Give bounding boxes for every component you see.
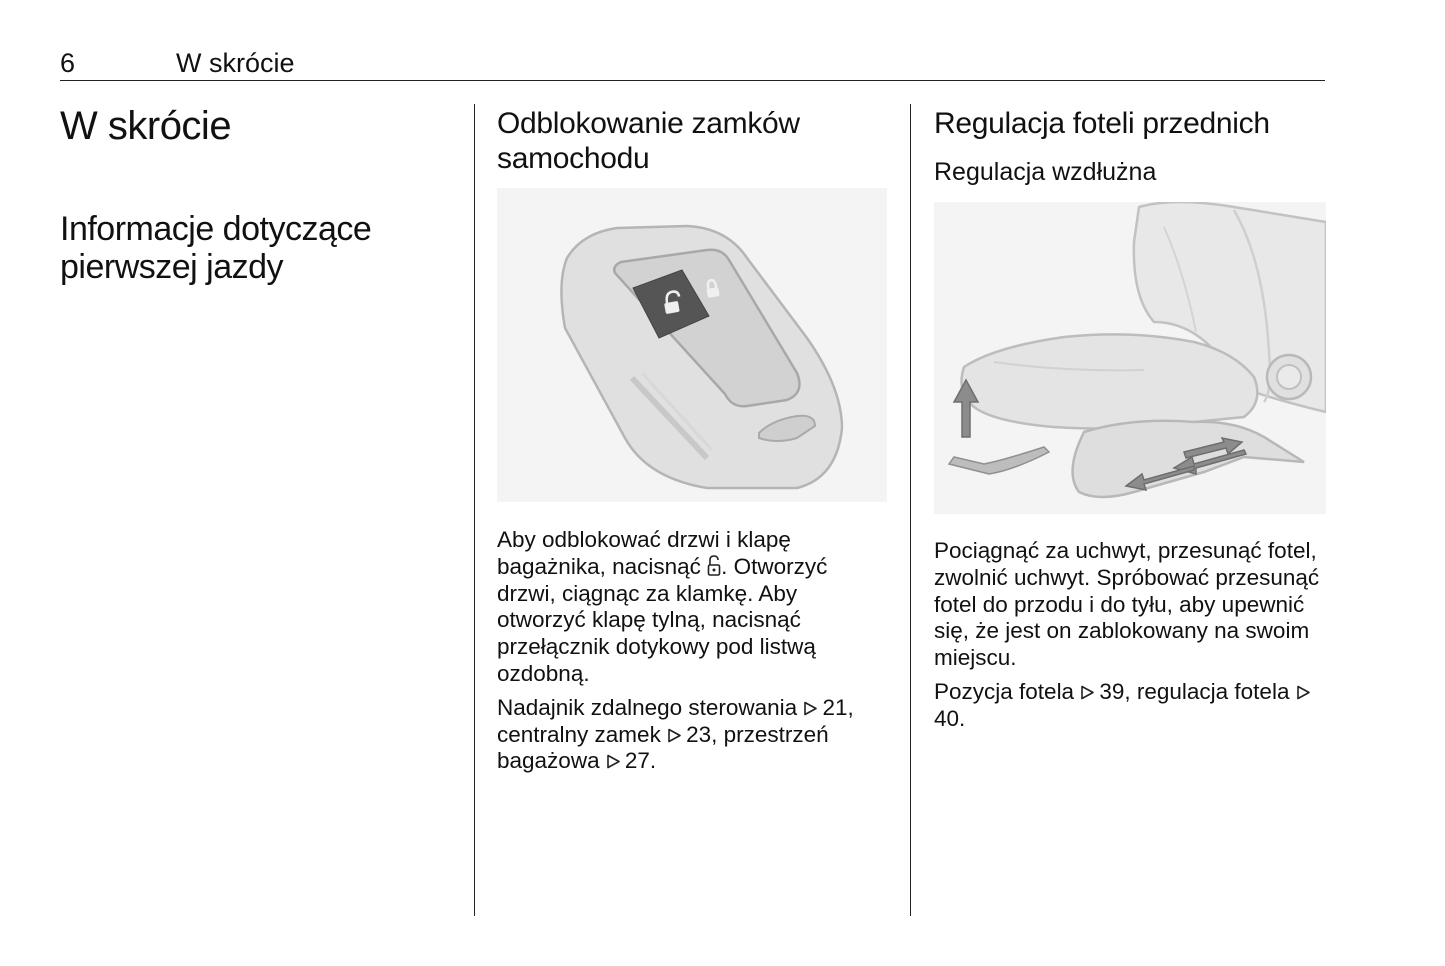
unlock-paragraph [497,527,892,688]
page-reference[interactable]: 27 [624,748,650,774]
page-reference-icon [1296,679,1315,704]
ref-text: Nadajnik zdalnego sterowania [497,694,804,720]
page-reference[interactable]: 39 [1099,678,1125,704]
car-key-fob-icon [497,188,887,502]
unlock-instructions [497,527,892,782]
ref-text: . [959,705,966,731]
page-reference-icon [667,722,686,747]
section-title: Informacje dotyczące pierwszej jazdy [60,210,372,286]
running-title: W skrócie [176,48,295,78]
page-reference[interactable]: 21 [822,694,848,720]
unlock-heading: Odblokowanie zamków samochodu [497,107,800,175]
ref-text: . [649,748,657,774]
ref-text: , regulacja fotela [1124,678,1296,704]
seat-references [934,679,1329,733]
chapter-title: W skrócie [60,104,232,148]
unlock-references [497,695,892,775]
seat-paragraph: Pociągnąć za uchwyt, przesunąć fotel, zwolnić uchwyt. Spróbować przesunąć fotel do przodu i do tyłu, aby upewnić się, że jest on zablokowany na swoim miejscu. [934,538,1320,671]
unlock-icon [707,555,721,577]
page-reference-icon [803,695,822,720]
front-seat-adjustment-icon [934,202,1326,514]
seat-instructions [934,538,1329,740]
unlock-text-part1: Aby odblokować drzwi i klapę bagażnika, nacisnąć [497,527,791,579]
page-header [60,44,1325,81]
column-divider-left [474,104,475,916]
page-reference-icon [606,748,625,773]
seat-adjustment-heading: Regulacja foteli przednich [934,107,1270,140]
page-number: 6 [60,48,76,78]
unlock-text-part2: . Otworzyć drzwi, ciągnąc za klamkę. Aby otworzyć klapę tylną, nacisnąć przełącznik dotykowy pod listwą ozdobną. [497,553,828,686]
page-reference-icon [1080,679,1099,704]
ref-text: , przestrzeń bagażowa [497,721,829,774]
ref-text: , centralny zamek [497,694,854,747]
longitudinal-adjustment-subheading: Regulacja wzdłużna [934,158,1157,186]
page-reference[interactable]: 40 [934,705,960,731]
page-reference[interactable]: 23 [686,721,712,747]
ref-text: Pozycja fotela [934,678,1081,704]
column-divider-right [910,104,911,916]
